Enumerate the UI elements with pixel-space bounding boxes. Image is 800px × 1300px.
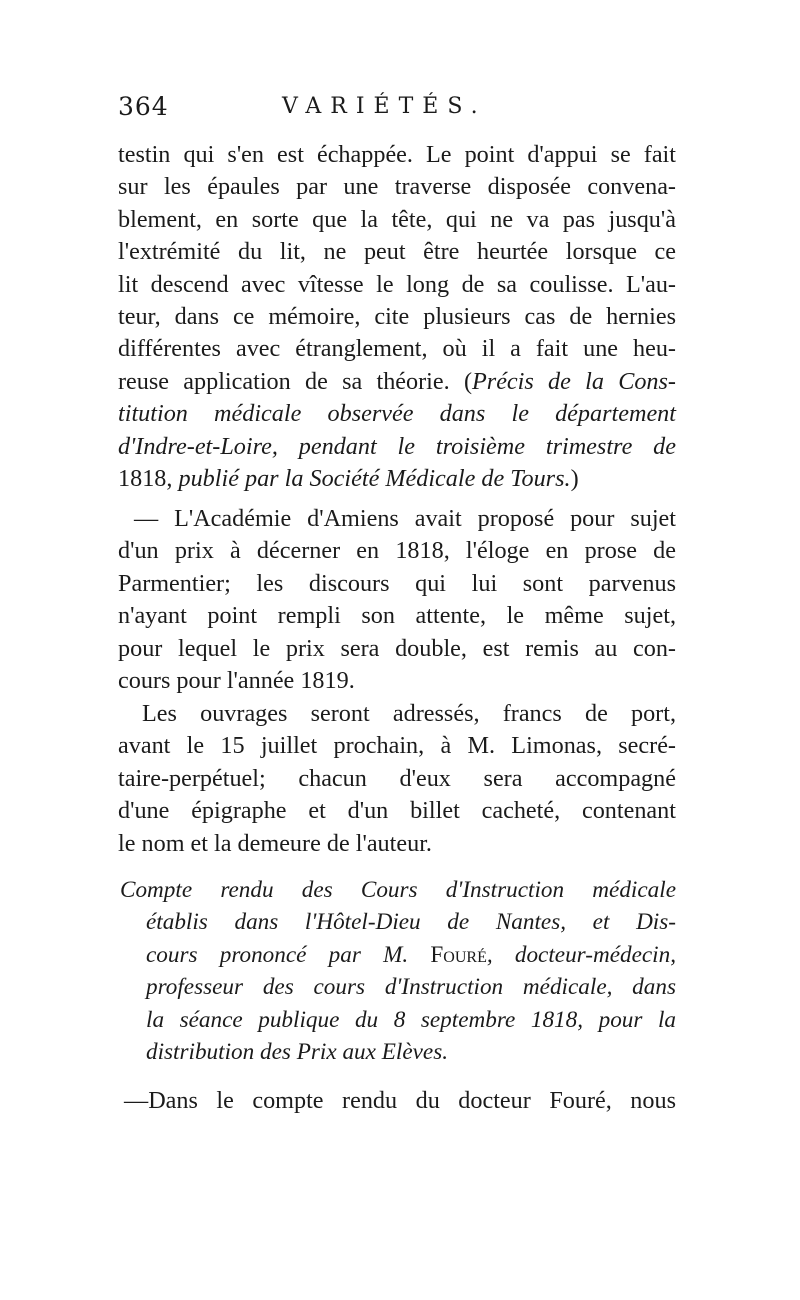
heading-line: la séance publique du 8 septembre 1818, pour la [146,1006,676,1033]
running-title: VARIÉTÉS. [282,94,487,119]
text-line: l'extrémité du lit, ne peut être heurtée lorsque ce [118,238,676,266]
text-line: pour lequel le prix sera double, est remis au con- [118,634,676,662]
page-header [118,92,678,126]
heading-line: distribution des Prix aux Elèves. [146,1038,449,1065]
heading-line: Compte rendu des Cours d'Instruction médicale [120,877,676,903]
citation-italic: Précis de la Cons- [472,367,676,395]
text-line: teur, dans ce mémoire, cite plusieurs cas de hernies [118,302,676,330]
heading-fragment: cours prononcé par M. [146,941,409,968]
text-line: différentes avec étranglement, où il a fait une heu- [118,335,676,363]
heading-line [120,939,676,971]
paragraph-hernia-device [118,139,676,495]
section-heading-compte-rendu [120,874,676,1068]
text-line: cours pour l'année 1819. [118,666,355,694]
text-line: n'ayant point rempli son attente, le même sujet, [118,602,676,630]
heading-line: établis dans l'Hôtel-Dieu de Nantes, et Dis- [146,909,676,936]
paragraph-submission-rules [118,698,676,860]
text-line [118,366,676,398]
year-text: 1818, [118,464,173,492]
text-line: — L'Académie d'Amiens avait proposé pour sujet [134,505,676,532]
closing-parenthesis: ) [570,464,579,492]
text-line: d'Indre-et-Loire, pendant le troisième trimestre de [118,432,676,460]
text-line: taire-perpétuel; chacun d'eux sera accompagné [118,764,676,792]
page-number: 364 [118,92,169,121]
text-line: —Dans le compte rendu du docteur Fouré, nous [124,1087,676,1114]
text-fragment: reuse application de sa théorie. ( [118,367,472,395]
text-line: le nom et la demeure de l'auteur. [118,829,432,857]
text-line: sur les épaules par une traverse disposée convena- [118,173,676,201]
heading-fragment: , docteur-médecin, [486,941,676,968]
text-line: d'une épigraphe et d'un billet cacheté, contenant [118,797,676,825]
text-line: lit descend avec vîtesse le long de sa coulisse. L'au- [118,270,676,298]
text-line: blement, en sorte que la tête, qui ne va pas jusqu'à [118,205,676,233]
text-line: Parmentier; les discours qui lui sont parvenus [118,569,676,597]
paragraph-amiens-academy [118,503,676,697]
text-line: Les ouvrages seront adressés, francs de port, [142,700,676,727]
text-line [118,463,676,495]
author-name: Fouré [430,941,487,968]
citation-italic: publié par la Société Médicale de Tours. [178,464,571,492]
heading-line: professeur des cours d'Instruction médicale, dans [146,974,676,1001]
text-line: avant le 15 juillet prochain, à M. Limonas, secré- [118,732,676,760]
text-line: testin qui s'en est échappée. Le point d'appui se fait [118,141,676,168]
text-line: d'un prix à décerner en 1818, l'éloge en prose de [118,537,676,565]
text-line: titution médicale observée dans le département [118,400,676,428]
paragraph-foure-report [118,1085,676,1117]
